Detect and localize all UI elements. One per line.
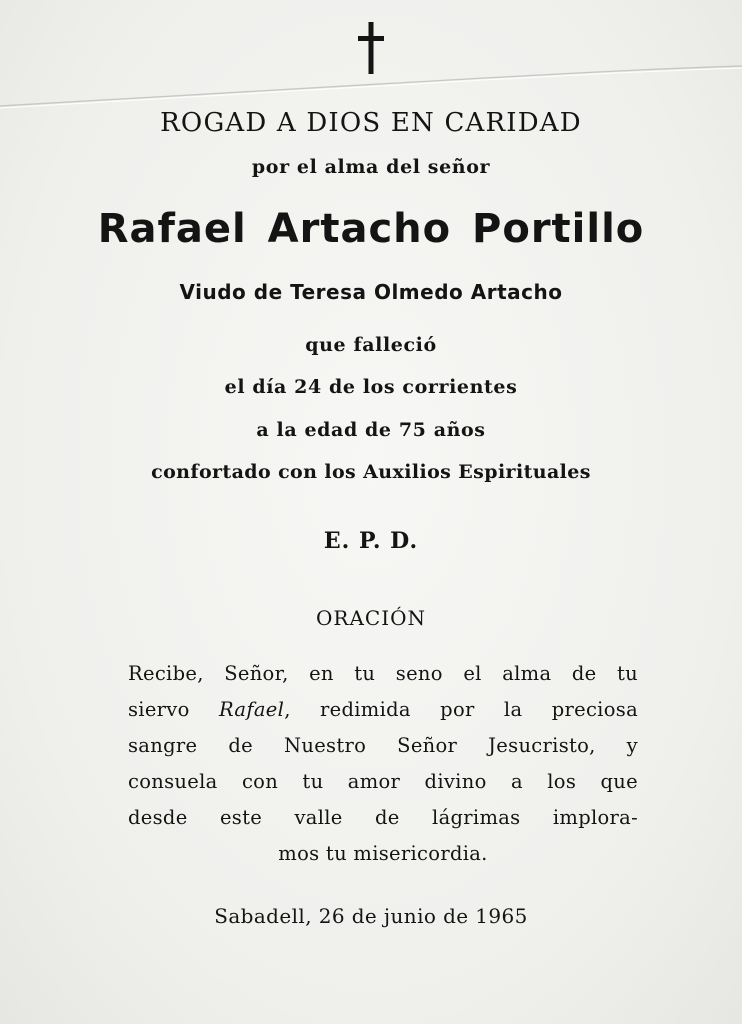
detail-dia: el día 24 de los corrientes bbox=[224, 376, 518, 398]
prayer-line-1: Recibe, Señor, en tu seno el alma de tu bbox=[128, 662, 638, 685]
deceased-status: Viudo de Teresa Olmedo Artacho bbox=[179, 280, 563, 304]
detail-edad: a la edad de 75 años bbox=[256, 419, 486, 441]
detail-fallecio: que falleció bbox=[305, 334, 437, 356]
prayer-body bbox=[128, 656, 638, 872]
prayer-line-4: consuela con tu amor divino a los que bbox=[128, 770, 638, 793]
detail-confortado: confortado con los Auxilios Espirituales bbox=[151, 461, 591, 483]
prayer-line-2-pre: siervo bbox=[128, 698, 219, 721]
cross-container bbox=[0, 18, 742, 78]
prayer-line-2 bbox=[128, 692, 638, 728]
place-date-signature: Sabadell, 26 de junio de 1965 bbox=[214, 904, 528, 928]
prayer-title: ORACIÓN bbox=[316, 606, 426, 630]
prayer-line-5: desde este valle de lágrimas implora- bbox=[128, 806, 638, 829]
prayer-line-6: mos tu misericordia. bbox=[278, 842, 488, 865]
deceased-name: Rafael Artacho Portillo bbox=[97, 206, 645, 252]
prayer-line-2-post: , redimida por la preciosa bbox=[284, 698, 638, 721]
latin-cross-icon bbox=[356, 18, 386, 76]
prayer-deceased-first-name: Rafael bbox=[219, 698, 285, 721]
prayer-line-3: sangre de Nuestro Señor Jesucristo, y bbox=[128, 734, 638, 757]
heading-por-alma: por el alma del señor bbox=[251, 156, 491, 178]
rip-text: E. P. D. bbox=[323, 528, 419, 554]
heading-rogad: ROGAD A DIOS EN CARIDAD bbox=[160, 108, 582, 138]
